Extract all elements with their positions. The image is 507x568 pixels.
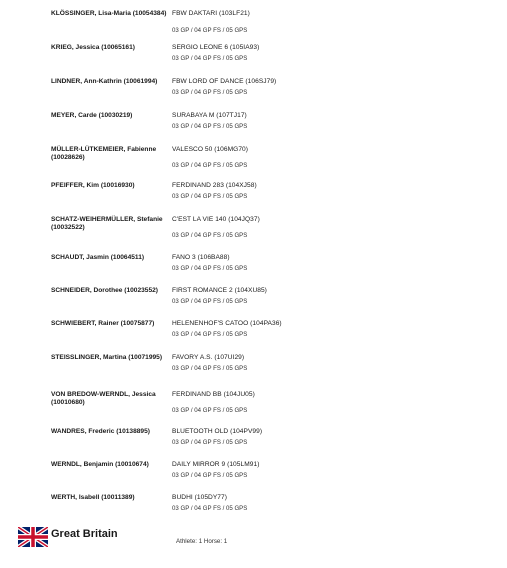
rider-name: SCHWIEBERT, Rainer (10075877) [51, 320, 155, 327]
horse-name: FBW LORD OF DANCE (106SJ79) [172, 78, 277, 85]
entry-row [51, 112, 491, 134]
entry-row [51, 216, 491, 240]
horse-name: FBW DAKTARI (103LF21) [172, 10, 250, 17]
entry-row [51, 428, 491, 450]
entry-row [51, 391, 491, 415]
competitions: 03 GP / 04 GP FS / 05 GPS [172, 331, 248, 338]
entry-row [51, 287, 491, 309]
horse-name: FANO 3 (106BA88) [172, 254, 230, 261]
rider-name: SCHNEIDER, Dorothee (10023552) [51, 287, 159, 294]
horse-name: VALESCO 50 (106MG70) [172, 146, 249, 153]
competitions: 03 GP / 04 GP FS / 05 GPS [172, 505, 248, 512]
rider-name: SCHAUDT, Jasmin (10064511) [51, 254, 145, 261]
rider-name: VON BREDOW-WERNDL, Jessica (10010680) [51, 391, 156, 406]
entry-row [51, 354, 491, 378]
entry-row [51, 78, 491, 100]
rider-name: MÜLLER-LÜTKEMEIER, Fabienne (10028626) [51, 146, 157, 161]
rider-name: STEISSLINGER, Martina (10071995) [51, 354, 163, 361]
rider-name: PFEIFFER, Kim (10016930) [51, 182, 135, 189]
horse-name: FIRST ROMANCE 2 (104XU85) [172, 287, 267, 294]
competitions: 03 GP / 04 GP FS / 05 GPS [172, 472, 248, 479]
rider-name: KLÖSSINGER, Lisa-Maria (10054384) [51, 10, 167, 17]
entry-row [51, 44, 491, 66]
horse-name: HELENENHOF'S CATOO (104PA36) [172, 320, 282, 327]
horse-name: BLUETOOTH OLD (104PV99) [172, 428, 263, 435]
competitions: 03 GP / 04 GP FS / 05 GPS [172, 89, 248, 96]
horse-name: FAVORY A.S. (107UI29) [172, 354, 245, 361]
union-jack-flag-icon [18, 527, 48, 547]
horse-name: FERDINAND BB (104JU05) [172, 391, 255, 398]
horse-name: FERDINAND 283 (104XJ58) [172, 182, 257, 189]
competitions: 03 GP / 04 GP FS / 05 GPS [172, 407, 248, 414]
rider-name: KRIEG, Jessica (10065161) [51, 44, 135, 51]
rider-name: WERNDL, Benjamin (10010674) [51, 461, 149, 468]
entry-row [51, 461, 491, 483]
entry-row [51, 254, 491, 276]
competitions: 03 GP / 04 GP FS / 05 GPS [172, 298, 248, 305]
competitions: 03 GP / 04 GP FS / 05 GPS [172, 123, 248, 130]
entry-row [51, 320, 491, 342]
competitions: 03 GP / 04 GP FS / 05 GPS [172, 439, 248, 446]
nation-header [18, 526, 278, 548]
nation-athlete-horse-count: Athlete: 1 Horse: 1 [176, 538, 228, 545]
rider-name: MEYER, Carde (10030219) [51, 112, 133, 119]
rider-name: SCHATZ-WEIHERMÜLLER, Stefanie (10032522) [51, 216, 163, 231]
competitions: 03 GP / 04 GP FS / 05 GPS [172, 193, 248, 200]
rider-name: WERTH, Isabell (10011389) [51, 494, 135, 501]
horse-name: DAILY MIRROR 9 (105LM91) [172, 461, 260, 468]
competitions: 03 GP / 04 GP FS / 05 GPS [172, 365, 248, 372]
competitions: 03 GP / 04 GP FS / 05 GPS [172, 55, 248, 62]
entry-row [51, 10, 491, 32]
horse-name: C'EST LA VIE 140 (104JQ37) [172, 216, 260, 223]
entry-row [51, 182, 491, 204]
competitions: 03 GP / 04 GP FS / 05 GPS [172, 265, 248, 272]
entry-row [51, 146, 491, 170]
entry-row [51, 494, 491, 516]
horse-name: BUDHI (105DY77) [172, 494, 227, 501]
competitions: 03 GP / 04 GP FS / 05 GPS [172, 232, 248, 239]
rider-name: WANDRES, Frederic (10138895) [51, 428, 150, 435]
competitions: 03 GP / 04 GP FS / 05 GPS [172, 27, 248, 34]
horse-name: SURABAYA M (107TJ17) [172, 112, 247, 119]
rider-name: LINDNER, Ann-Kathrin (10061994) [51, 78, 158, 85]
competitions: 03 GP / 04 GP FS / 05 GPS [172, 162, 248, 169]
horse-name: SERGIO LEONE 6 (105IA93) [172, 44, 260, 51]
nation-name: Great Britain [51, 528, 118, 540]
